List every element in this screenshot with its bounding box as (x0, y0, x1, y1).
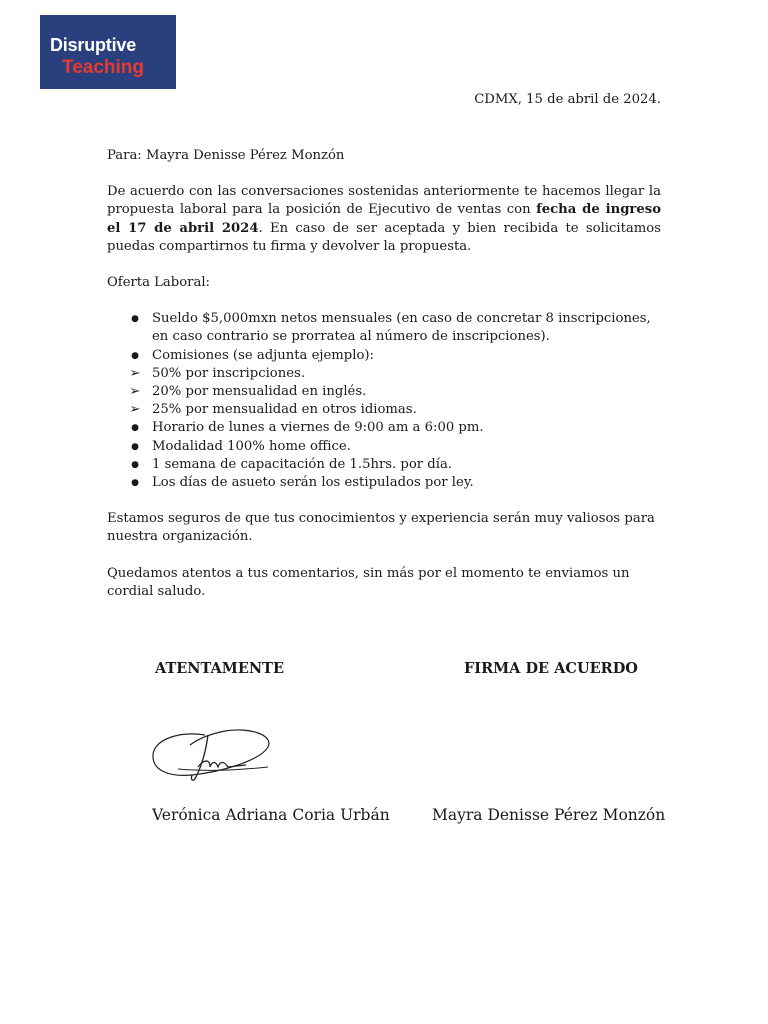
offer-item (107, 419, 661, 437)
logo-spark-icon (183, 23, 184, 24)
offer-item-text: Modalidad 100% home office. (152, 438, 351, 454)
company-logo (40, 15, 176, 89)
letter-date: CDMX, 15 de abril de 2024. (474, 92, 661, 107)
offer-item-text: Sueldo $5,000mxn netos mensuales (en caso de concretar 8 inscripciones, en caso contrario se prorratea al número de inscripciones). (152, 311, 651, 345)
closing-paragraph: Quedamos atentos a tus comentarios, sin más por el momento te enviamos un cordial saludo. (107, 565, 630, 599)
arrow-bullet-icon: ➢ (129, 365, 141, 381)
offer-item (107, 474, 661, 492)
offer-item-text: 1 semana de capacitación de 1.5hrs. por día. (152, 456, 453, 472)
bullet-icon: ● (131, 441, 139, 452)
offer-item-text: Horario de lunes a viernes de 9:00 am a 6:00 pm. (152, 420, 484, 436)
intro-text-2: . En caso de ser aceptada y bien recibida te solicitamos puedas compartirnos tu firma y devolver la propuesta. (107, 220, 661, 254)
intro-text-1: De acuerdo con las conversaciones sostenidas anteriormente te hacemos llegar la propuesta laboral para la posición de Ejecutivo de ventas con (107, 184, 661, 218)
intro-paragraph (107, 183, 661, 256)
signature-title-right: FIRMA DE ACUERDO (464, 660, 638, 677)
offer-item (107, 456, 661, 474)
bullet-icon: ● (131, 314, 139, 325)
handwritten-signature (150, 725, 274, 795)
bullet-icon: ● (131, 459, 139, 470)
signatory-name-left: Verónica Adriana Coria Urbán (152, 806, 390, 824)
logo-line-2: Teaching (62, 57, 144, 78)
offer-item-text: 20% por mensualidad en inglés. (152, 384, 367, 400)
signatory-name-right: Mayra Denisse Pérez Monzón (432, 806, 666, 824)
recipient-line: Para: Mayra Denisse Pérez Monzón (107, 148, 345, 163)
offer-item (107, 383, 661, 401)
offer-heading: Oferta Laboral: (107, 275, 210, 291)
offer-item (107, 347, 661, 365)
bullet-icon: ● (131, 478, 139, 489)
logo-line-1: Disruptive (50, 35, 137, 55)
bullet-icon: ● (131, 350, 139, 361)
arrow-bullet-icon: ➢ (129, 402, 141, 418)
offer-item (107, 310, 661, 346)
signature-title-left: ATENTAMENTE (155, 660, 284, 677)
offer-item-text: 25% por mensualidad en otros idiomas. (152, 402, 417, 418)
offer-list (107, 310, 661, 492)
offer-item-text: 50% por inscripciones. (152, 365, 306, 381)
offer-item (107, 438, 661, 456)
offer-item (107, 401, 661, 419)
offer-item (107, 365, 661, 383)
bullet-icon: ● (131, 423, 139, 434)
confidence-paragraph: Estamos seguros de que tus conocimientos y experiencia serán muy valiosos para nuestra organización. (107, 511, 655, 545)
intro-start-date: fecha de ingreso el 17 de abril 2024 (107, 202, 661, 236)
offer-item-text: Los días de asueto serán los estipulados por ley. (152, 475, 474, 491)
arrow-bullet-icon: ➢ (129, 384, 141, 400)
letter-body (107, 147, 661, 601)
offer-item-text: Comisiones (se adjunta ejemplo): (152, 347, 374, 363)
